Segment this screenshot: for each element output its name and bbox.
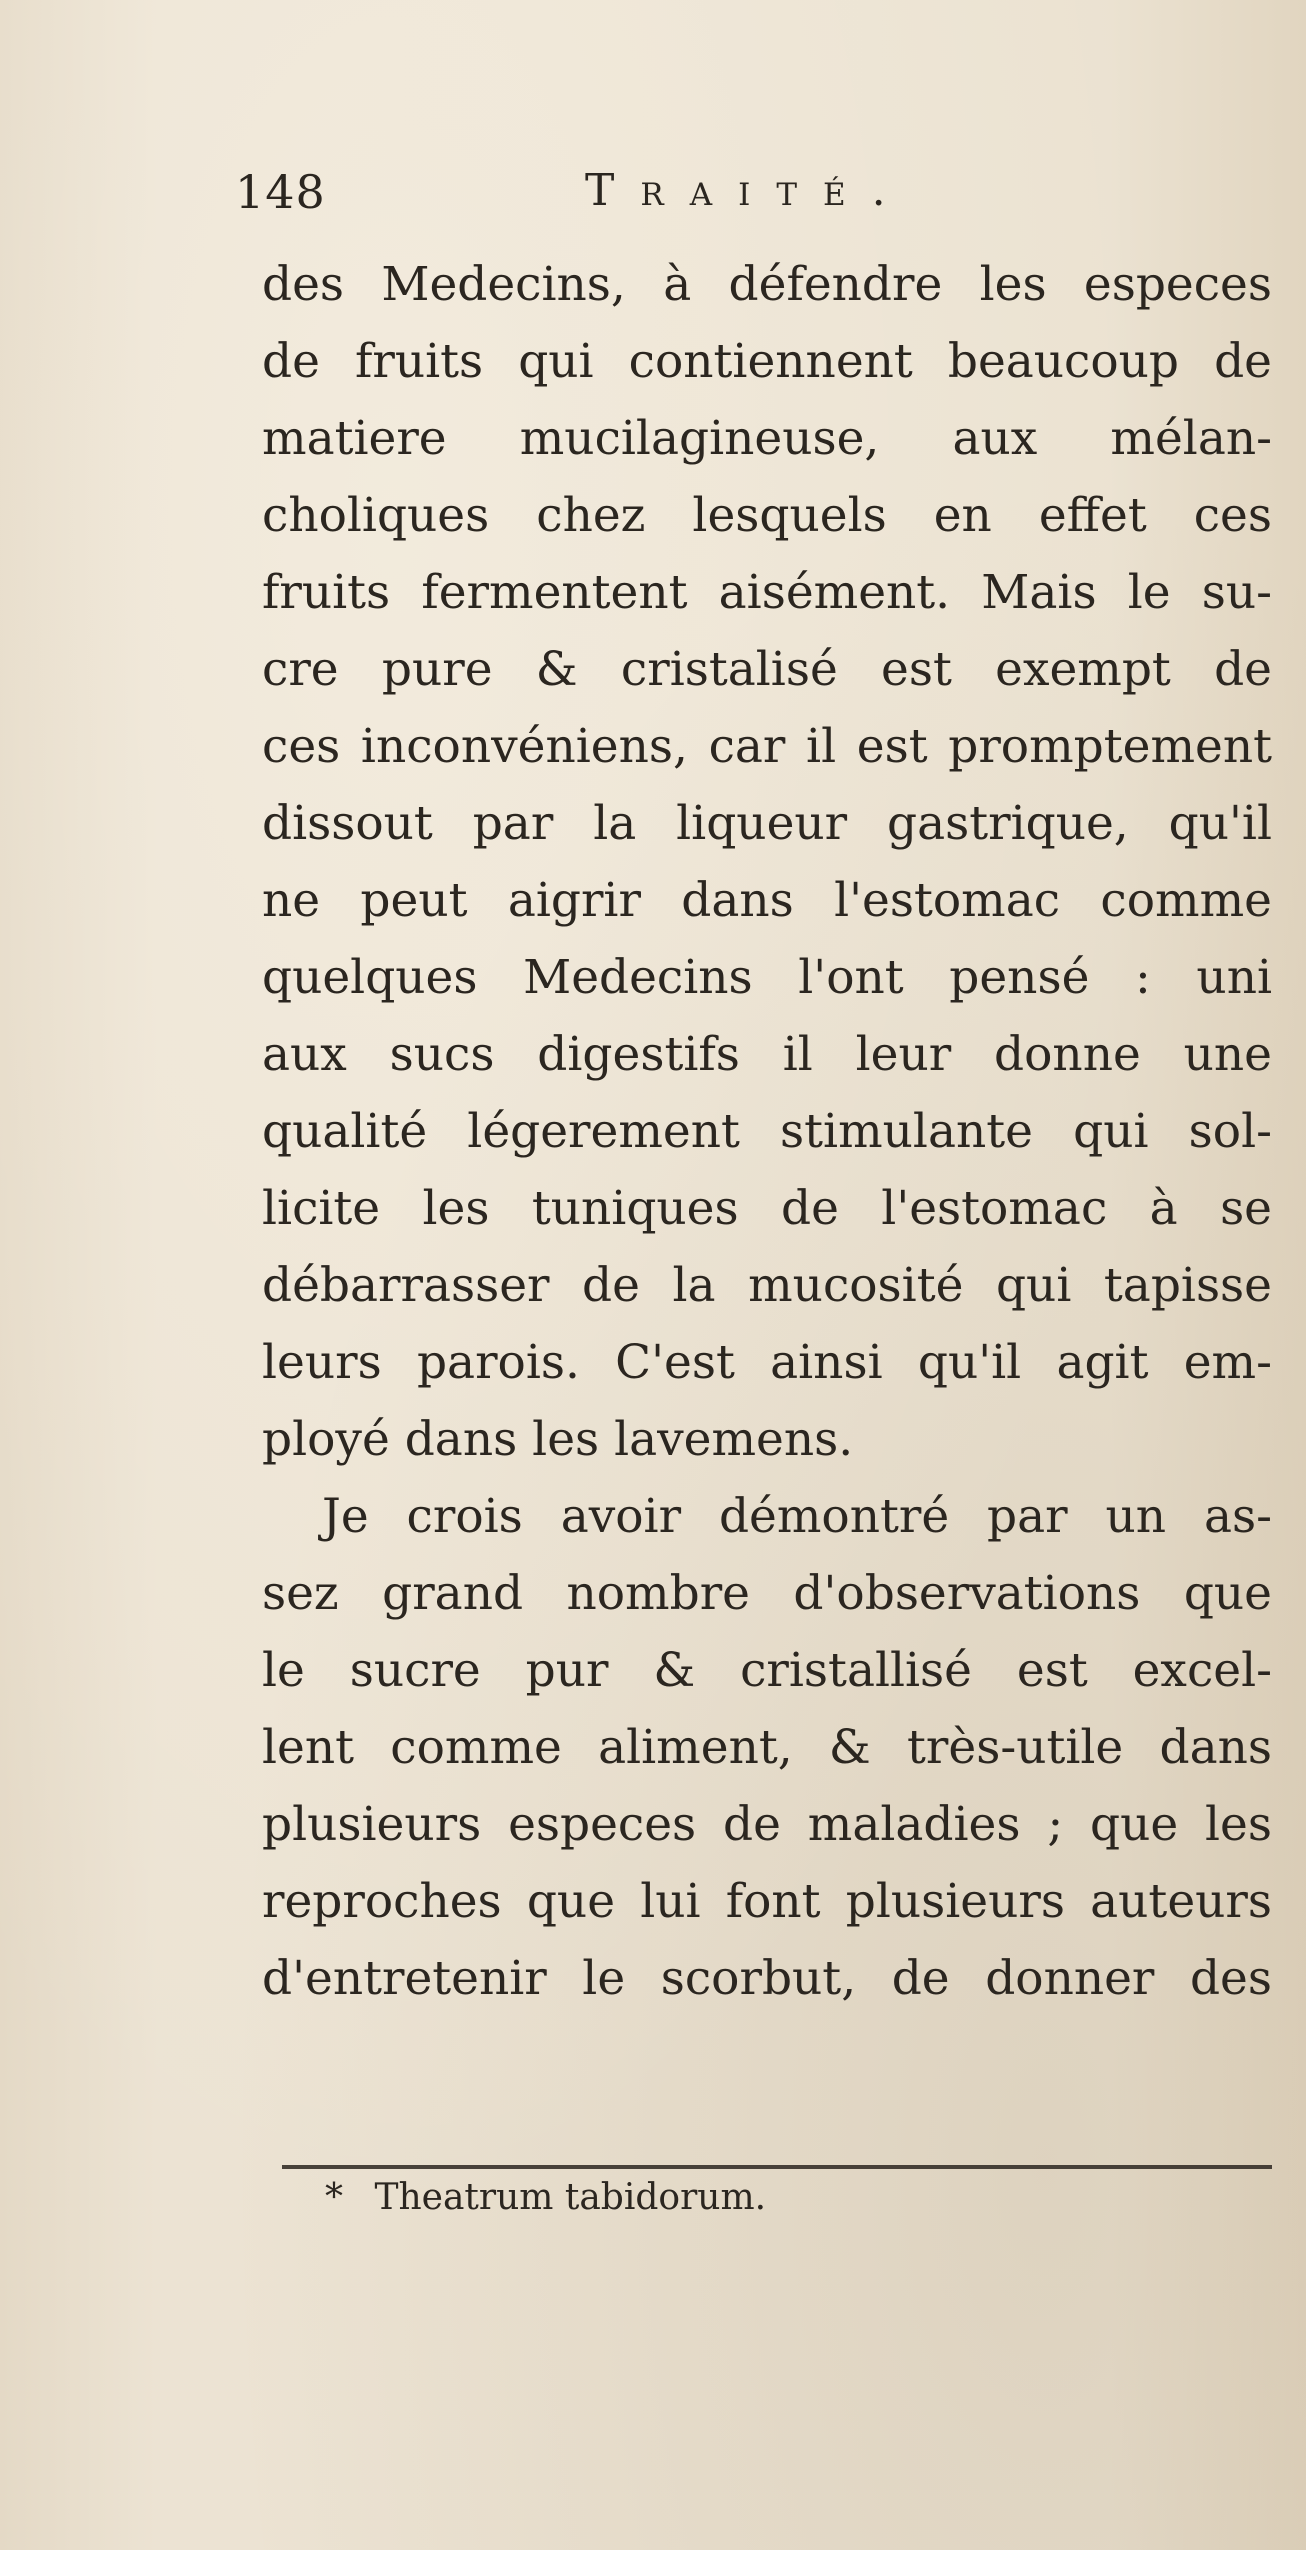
text-line: reproches que lui font plusieurs auteurs bbox=[262, 1874, 1272, 1929]
text-line: qualité légerement stimulante qui sol- bbox=[262, 1104, 1272, 1159]
running-head bbox=[235, 165, 1235, 235]
text-line: licite les tuniques de l'estomac à se bbox=[262, 1181, 1272, 1236]
text-line: sez grand nombre d'observations que bbox=[262, 1566, 1272, 1621]
text-line: dissout par la liqueur gastrique, qu'il bbox=[262, 796, 1272, 851]
paragraph-start-line: Je crois avoir démontré par un as- bbox=[322, 1489, 1272, 1544]
text-line: choliques chez lesquels en effet ces bbox=[262, 488, 1272, 543]
footnote-text: Theatrum tabidorum. bbox=[374, 2177, 767, 2218]
text-line: le sucre pur & cristallisé est excel- bbox=[262, 1643, 1272, 1698]
text-line: leurs parois. C'est ainsi qu'il agit em- bbox=[262, 1335, 1272, 1390]
page-number: 148 bbox=[235, 165, 326, 219]
text-line: aux sucs digestifs il leur donne une bbox=[262, 1027, 1272, 1082]
footnote-mark: * bbox=[325, 2177, 343, 2218]
text-line: matiere mucilagineuse, aux mélan- bbox=[262, 411, 1272, 466]
text-line: de fruits qui contiennent beaucoup de bbox=[262, 334, 1272, 389]
text-line: quelques Medecins l'ont pensé : uni bbox=[262, 950, 1272, 1005]
running-title: Traité. bbox=[585, 165, 912, 216]
body-text bbox=[262, 246, 1272, 2017]
footnote bbox=[325, 2168, 1225, 2228]
text-line: d'entretenir le scorbut, de donner des bbox=[262, 1951, 1272, 2006]
text-line: cre pure & cristalisé est exempt de bbox=[262, 642, 1272, 697]
text-line: plusieurs especes de maladies ; que les bbox=[262, 1797, 1272, 1852]
text-line: lent comme aliment, & très-utile dans bbox=[262, 1720, 1272, 1775]
text-line: ne peut aigrir dans l'estomac comme bbox=[262, 873, 1272, 928]
text-line: ces inconvéniens, car il est promptement bbox=[262, 719, 1272, 774]
text-line: débarrasser de la mucosité qui tapisse bbox=[262, 1258, 1272, 1313]
text-line: des Medecins, à défendre les especes bbox=[262, 257, 1272, 312]
paragraph-end-line: ployé dans les lavemens. bbox=[262, 1412, 854, 1467]
text-line: fruits fermentent aisément. Mais le su- bbox=[262, 565, 1272, 620]
